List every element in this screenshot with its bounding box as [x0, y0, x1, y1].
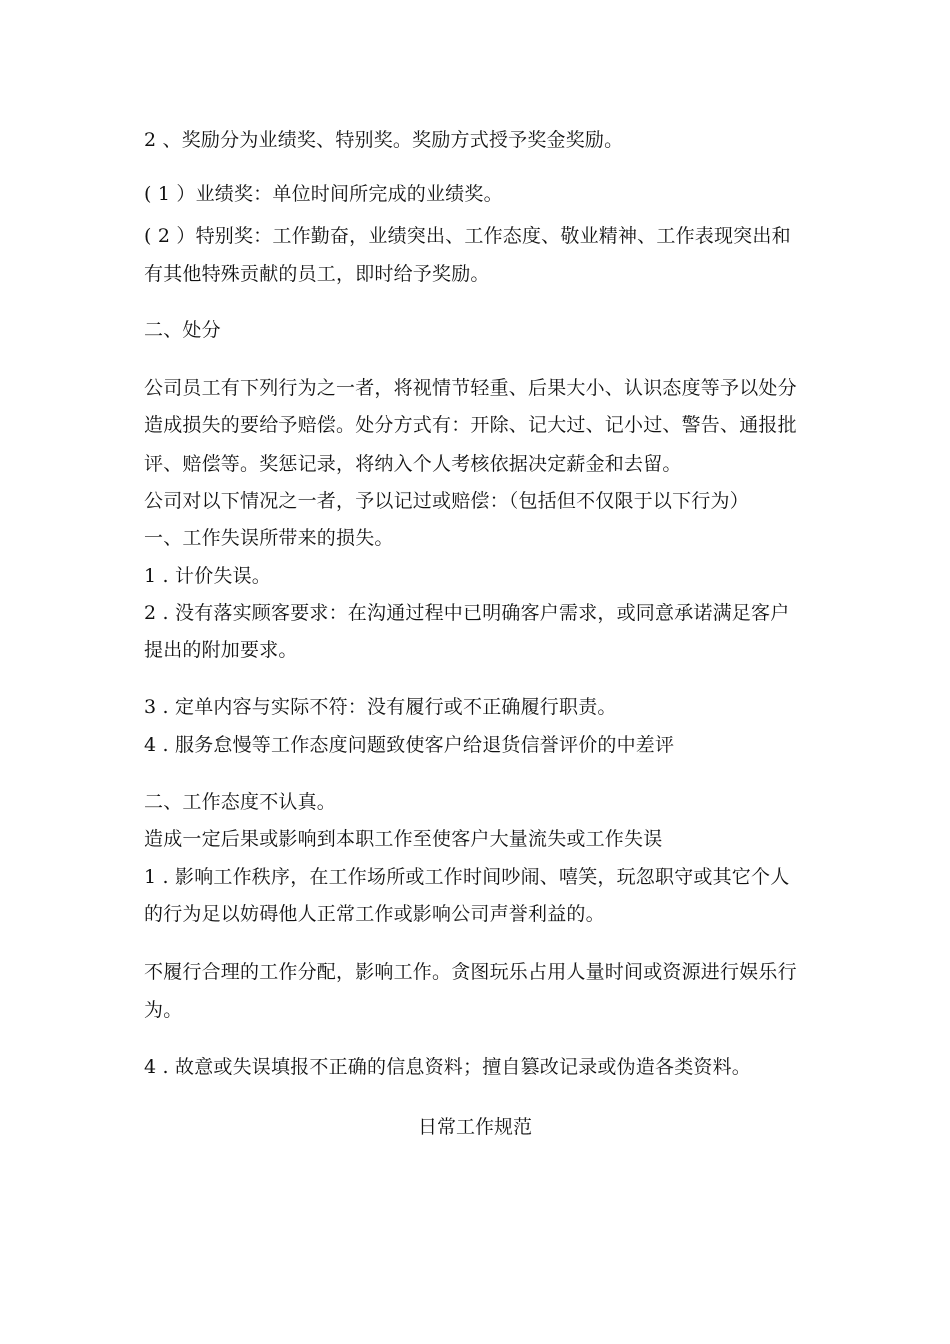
work-error-heading: 一、工作失误所带来的损失。 — [144, 527, 394, 549]
item-pricing-error: 1 . 计价失误。 — [144, 565, 272, 587]
special-reward-line-1: ( 2 ）特别奖：工作勤奋，业绩突出、工作态度、敬业精神、工作表现突出和 — [144, 225, 791, 247]
punishment-paragraph-line-3: 评、赔偿等。奖惩记录，将纳入个人考核依据决定薪金和去留。 — [144, 453, 682, 475]
punishment-paragraph-line-1: 公司员工有下列行为之一者，将视情节轻重、后果大小、认识态度等予以处分 — [144, 377, 797, 399]
item-order-mismatch: 3 . 定单内容与实际不符：没有履行或不正确履行职责。 — [144, 696, 617, 718]
item-assignment-line-1: 不履行合理的工作分配，影响工作。贪图玩乐占用人量时间或资源进行娱乐行 — [144, 961, 797, 983]
item-work-order-line-2: 的行为足以妨碍他人正常工作或影响公司声誉利益的。 — [144, 903, 605, 925]
item-customer-requirement-line-2: 提出的附加要求。 — [144, 639, 298, 661]
section-title: 日常工作规范 — [417, 1116, 532, 1138]
special-reward-line-2: 有其他特殊贡献的员工，即时给予奖励。 — [144, 263, 490, 285]
punishment-paragraph-line-2: 造成损失的要给予赔偿。处分方式有：开除、记大过、记小过、警告、通报批 — [144, 414, 797, 436]
demerit-intro-line: 公司对以下情况之一者，予以记过或赔偿：（包括但不仅限于以下行为） — [144, 490, 749, 512]
reward-types-line: 2 、奖励分为业绩奖、特别奖。奖励方式授予奖金奖励。 — [144, 129, 624, 151]
item-service-attitude: 4 . 服务怠慢等工作态度问题致使客户给退货信誉评价的中差评 — [144, 734, 675, 756]
punishment-heading: 二、处分 — [144, 319, 221, 341]
item-assignment-line-2: 为。 — [144, 999, 183, 1021]
item-false-information: 4 . 故意或失误填报不正确的信息资料；擅自篡改记录或伪造各类资料。 — [144, 1056, 752, 1078]
work-attitude-consequence: 造成一定后果或影响到本职工作至使客户大量流失或工作失误 — [144, 828, 663, 850]
item-work-order-line-1: 1 . 影响工作秩序，在工作场所或工作时间吵闹、嘻笑，玩忽职守或其它个人 — [144, 866, 790, 888]
work-attitude-heading: 二、工作态度不认真。 — [144, 791, 337, 813]
performance-reward-line: ( 1 ）业绩奖：单位时间所完成的业绩奖。 — [144, 183, 503, 205]
item-customer-requirement-line-1: 2 . 没有落实顾客要求：在沟通过程中已明确客户需求，或同意承诺满足客户 — [144, 602, 790, 624]
